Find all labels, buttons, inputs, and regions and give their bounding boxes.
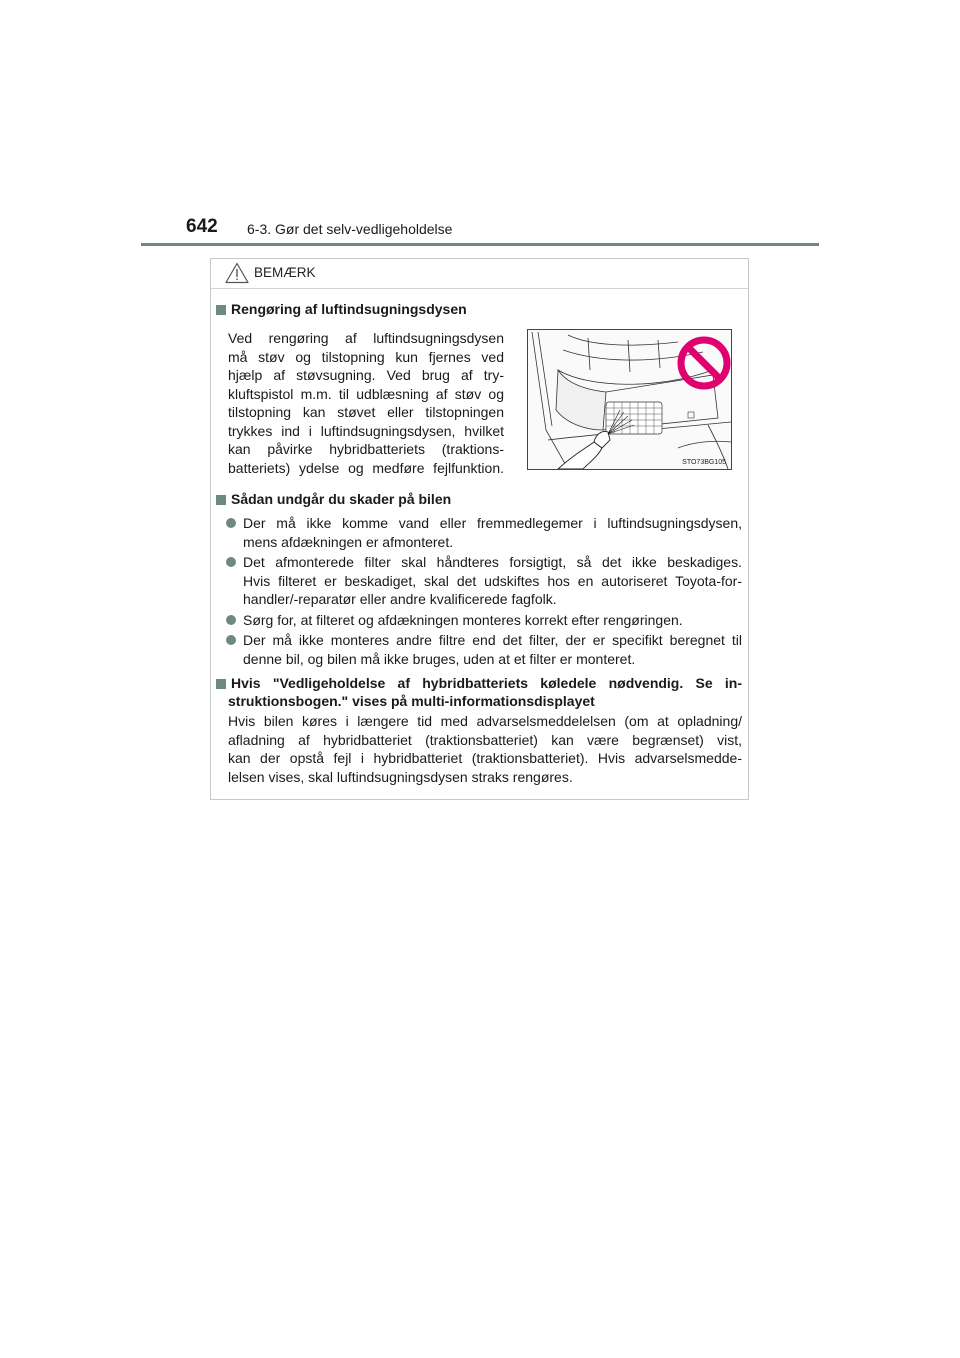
paragraph-line: kan der opstå fejl i hybridbatteriet (traktionsbatteriet). Hvis advarselsmedde- xyxy=(228,750,742,766)
paragraph-line: må støv og tilstopning kun fjernes ved xyxy=(228,348,504,365)
paragraph-line: afladning af hybridbatteriet (traktionsbatteriet) kan være begrænset) vist, xyxy=(228,731,742,748)
air-intake-paragraph xyxy=(228,329,504,477)
notice-label: BEMÆRK xyxy=(254,265,316,280)
warning-triangle-icon xyxy=(225,262,249,284)
notice-header xyxy=(211,259,748,289)
air-intake-illustration xyxy=(527,329,732,470)
square-bullet-icon xyxy=(216,679,226,689)
page-number: 642 xyxy=(186,216,218,237)
section-heading-avoid-damage xyxy=(216,490,451,508)
paragraph-line: Ved rengøring af luftindsugningsdysen xyxy=(228,330,504,346)
round-bullet-icon xyxy=(226,635,236,645)
section-heading-text: struktionsbogen." vises på multi-informationsdisplayet xyxy=(228,693,595,709)
prohibition-icon xyxy=(681,340,727,386)
bullet-line: Det afmonterede filter skal håndteres forsigtigt, så det ikke beskadiges. xyxy=(243,554,742,570)
round-bullet-icon xyxy=(226,615,236,625)
paragraph-line: batteriets) ydelse og medføre fejlfunktion. xyxy=(228,459,504,476)
paragraph-line: tilstopning kan støvet eller tilstopningen xyxy=(228,404,504,420)
section-title: 6-3. Gør det selv-vedligeholdelse xyxy=(247,221,453,237)
paragraph-line: kan påvirke hybridbatteriets (traktions- xyxy=(228,441,504,457)
bullet-item xyxy=(226,553,742,610)
section-heading-air-intake xyxy=(216,300,467,318)
section-heading-maintenance-message xyxy=(216,674,742,710)
bullet-line: mens afdækningen er afmonteret. xyxy=(243,533,454,550)
seat-vent-drawing xyxy=(528,330,732,470)
bullet-item xyxy=(226,611,742,631)
paragraph-line: trykkes ind i luftindsugningsdysen, hvilket xyxy=(228,422,504,439)
section-heading-text: Hvis "Vedligeholdelse af hybridbatteriets køledele nødvendig. Se in- xyxy=(231,675,742,691)
header-divider xyxy=(141,243,819,246)
square-bullet-icon xyxy=(216,305,226,315)
bullet-item xyxy=(226,631,742,669)
paragraph-line: kluftspistol m.m. til udblæsning af støv og xyxy=(228,385,504,402)
bullet-line: Hvis filteret er beskadiget, skal det udskiftes hos en autoriseret Toyota-for- xyxy=(243,572,742,589)
paragraph-line: lelsen vises, skal luftindsugningsdysen straks rengøres. xyxy=(228,768,573,785)
bullet-line: handler/-reparatør eller andre kvalificerede fagfolk. xyxy=(243,591,557,607)
round-bullet-icon xyxy=(226,518,236,528)
bullet-line: denne bil, og bilen må ikke bruges, uden at et filter er monteret. xyxy=(243,650,636,667)
section-heading-text: Sådan undgår du skader på bilen xyxy=(231,491,452,507)
section-heading-text: Rengøring af luftindsugningsdysen xyxy=(231,301,467,317)
paragraph-line: hjælp af støvsugning. Ved brug af try- xyxy=(228,367,504,383)
figure-code: STO73BG105 xyxy=(682,459,726,466)
square-bullet-icon xyxy=(216,495,226,505)
bullet-item xyxy=(226,514,742,552)
bullet-line: Der må ikke komme vand eller fremmedlegemer i luftindsugningsdysen, xyxy=(243,515,742,531)
bullet-line: Der må ikke monteres andre filtre end det filter, der er specifikt beregnet til xyxy=(243,632,742,648)
round-bullet-icon xyxy=(226,557,236,567)
maintenance-message-paragraph xyxy=(228,712,742,786)
paragraph-line: Hvis bilen køres i længere tid med advarselsmeddelelsen (om at opladning/ xyxy=(228,713,742,729)
bullet-line: Sørg for, at filteret og afdækningen monteres korrekt efter rengøringen. xyxy=(243,612,683,628)
